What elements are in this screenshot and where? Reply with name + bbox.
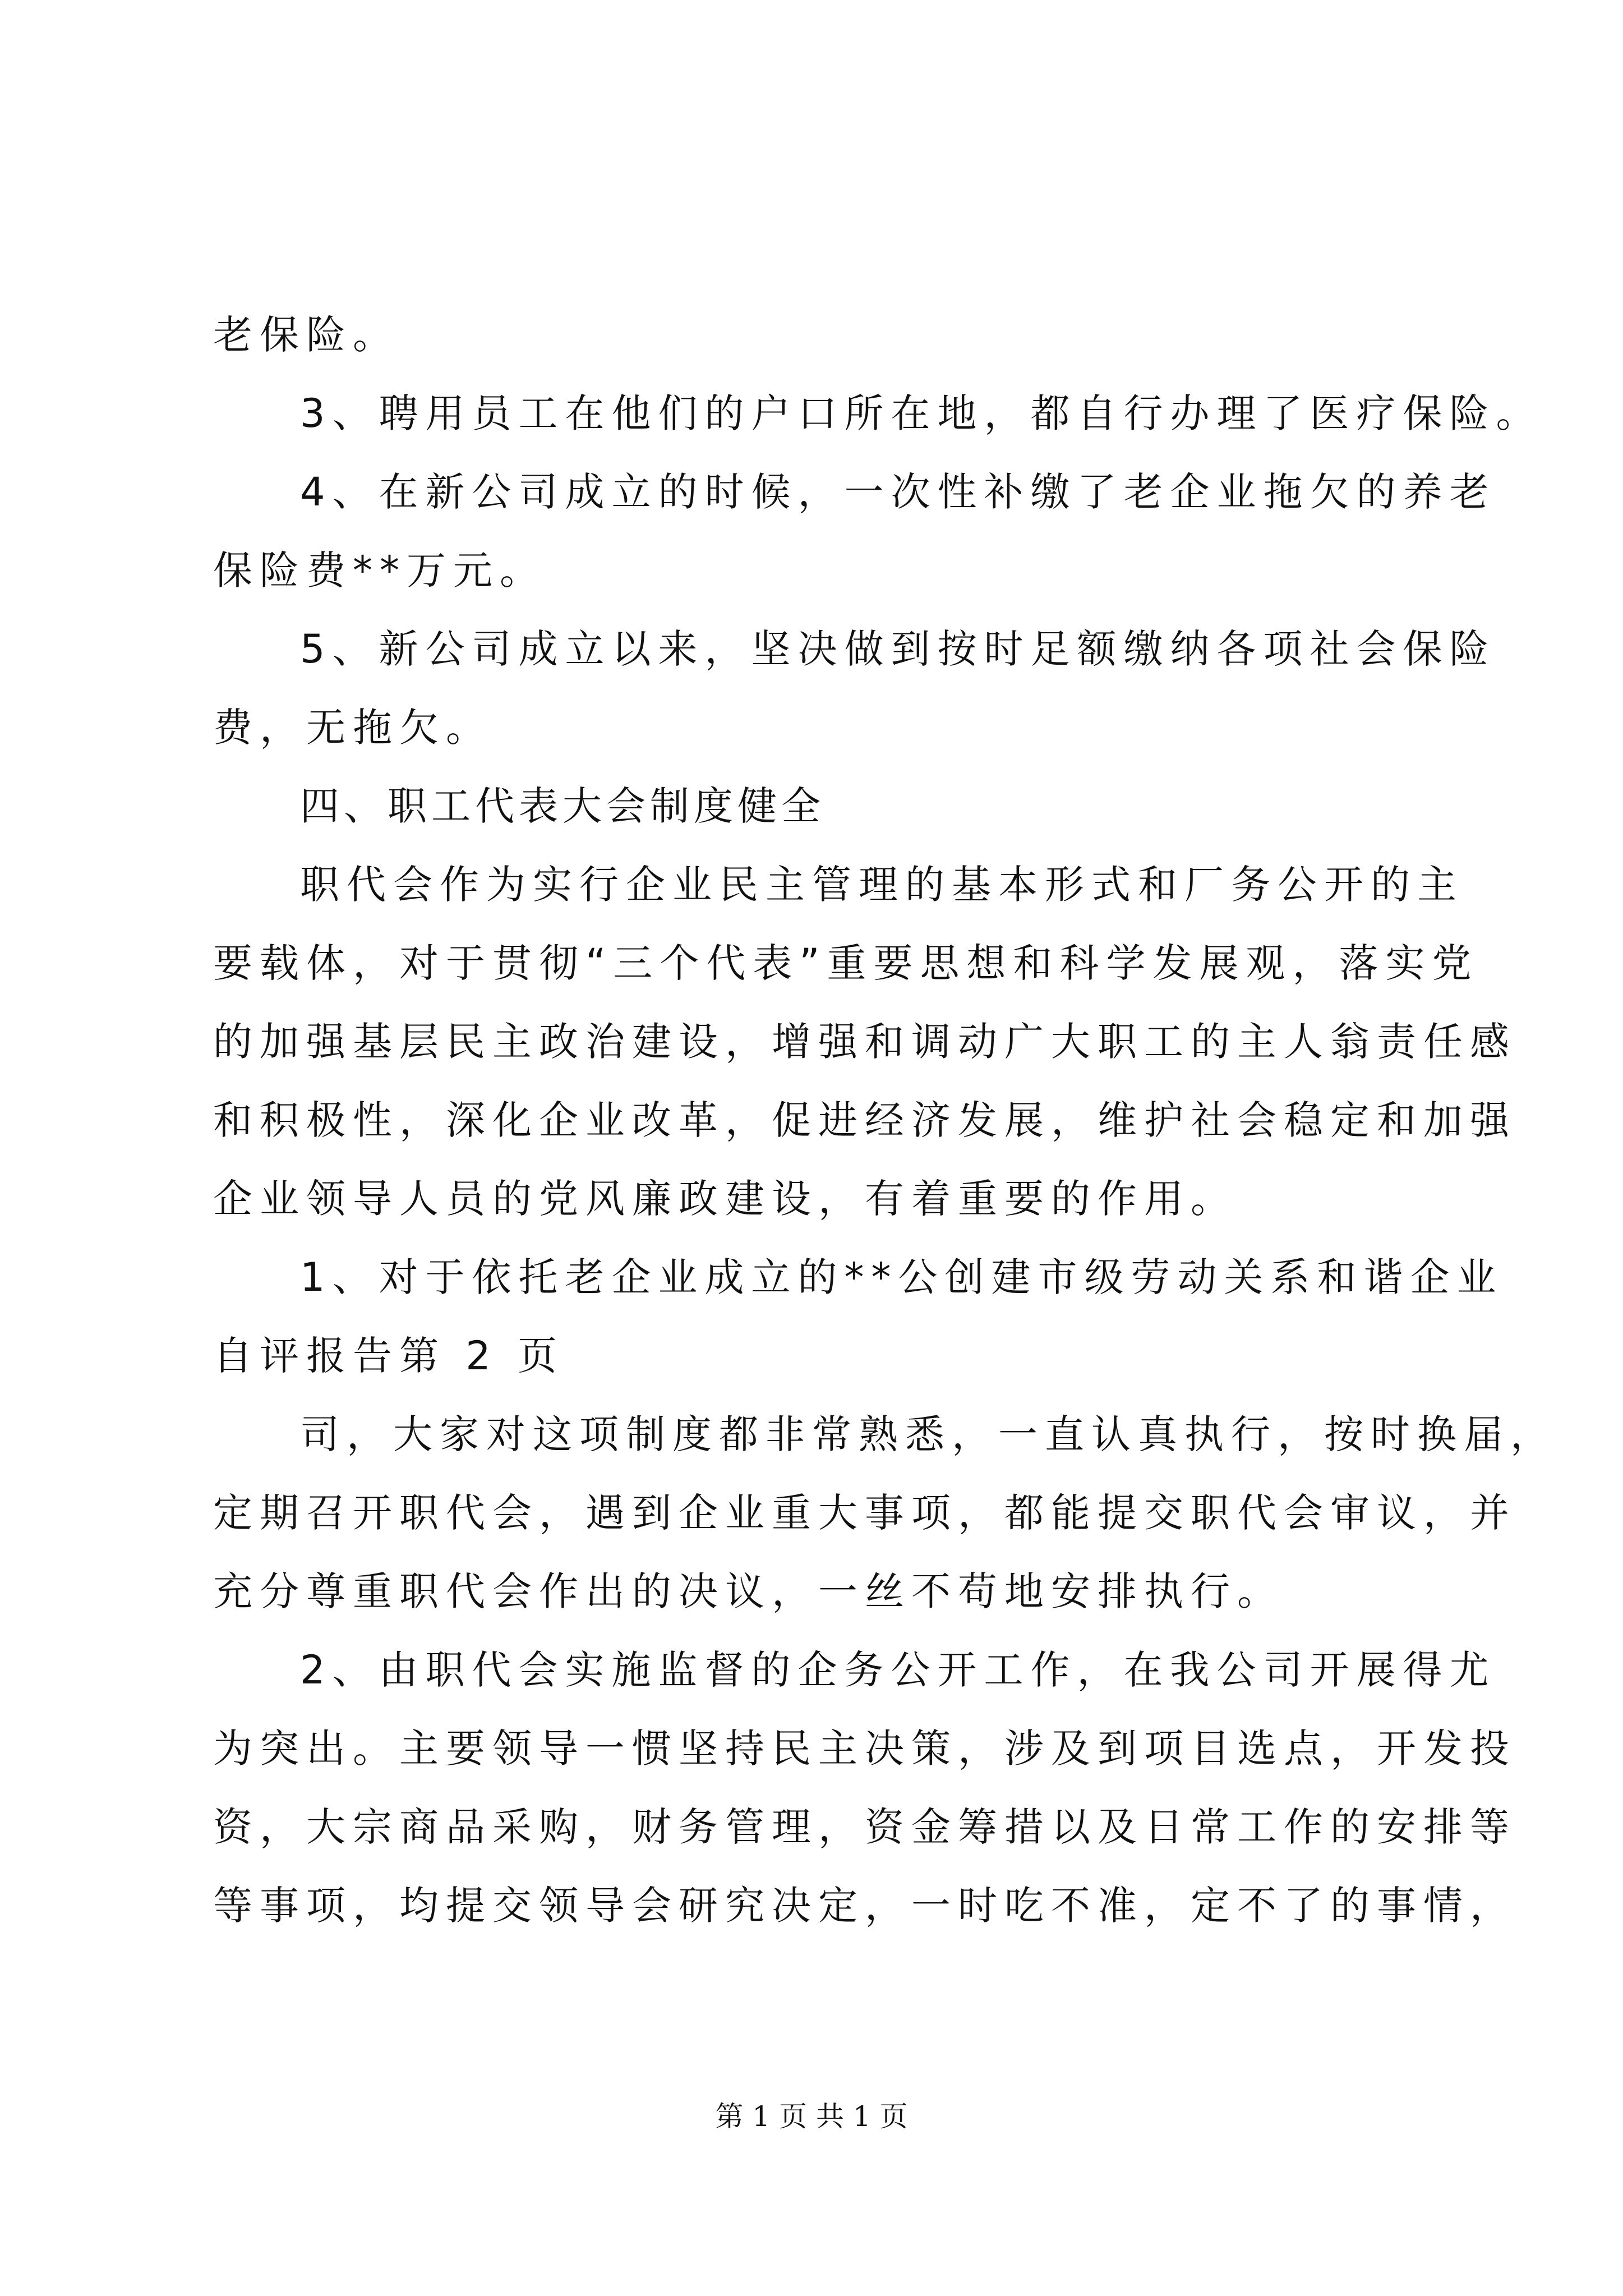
text-line: 的加强基层民主政治建设，增强和调动广大职工的主人翁责任感 — [213, 1019, 1516, 1065]
text-line: 4、在新公司成立的时候，一次性补缴了老企业拖欠的养老 — [300, 469, 1496, 515]
text-line: 企业领导人员的党风廉政建设，有着重要的作用。 — [213, 1176, 1237, 1222]
text-line: 资，大宗商品采购，财务管理，资金筹措以及日常工作的安排等 — [213, 1804, 1516, 1850]
text-line: 自评报告第 2 页 — [213, 1333, 565, 1379]
text-line: 和积极性，深化企业改革，促进经济发展，维护社会稳定和加强 — [213, 1097, 1516, 1143]
text-line: 要载体，对于贯彻“三个代表”重要思想和科学发展观，落实党 — [213, 940, 1479, 986]
text-line: 2、由职代会实施监督的企务公开工作，在我公司开展得尤 — [300, 1647, 1496, 1693]
text-line: 职代会作为实行企业民主管理的基本形式和厂务公开的主 — [300, 862, 1464, 908]
text-line: 1、对于依托老企业成立的**公创建市级劳动关系和谐企业 — [300, 1254, 1504, 1300]
page-footer: 第 1 页 共 1 页 — [715, 2100, 908, 2133]
text-line: 费，无拖欠。 — [213, 705, 492, 751]
text-line: 充分尊重职代会作出的决议，一丝不苟地安排执行。 — [213, 1568, 1284, 1614]
text-line: 定期召开职代会，遇到企业重大事项，都能提交职代会审议，并 — [213, 1490, 1516, 1536]
text-line: 5、新公司成立以来，坚决做到按时足额缴纳各项社会保险 — [300, 626, 1496, 672]
text-line: 保险费**万元。 — [213, 547, 546, 593]
text-line: 老保险。 — [213, 312, 399, 358]
text-line: 3、聘用员工在他们的户口所在地，都自行办理了医疗保险。 — [300, 390, 1543, 436]
section-heading: 四、职工代表大会制度健全 — [300, 783, 825, 829]
text-line: 司，大家对这项制度都非常熟悉，一直认真执行，按时换届， — [300, 1411, 1557, 1457]
text-line: 等事项，均提交领导会研究决定，一时吃不准，定不了的事情， — [213, 1883, 1516, 1929]
text-line: 为突出。主要领导一惯坚持民主决策，涉及到项目选点，开发投 — [213, 1726, 1516, 1772]
